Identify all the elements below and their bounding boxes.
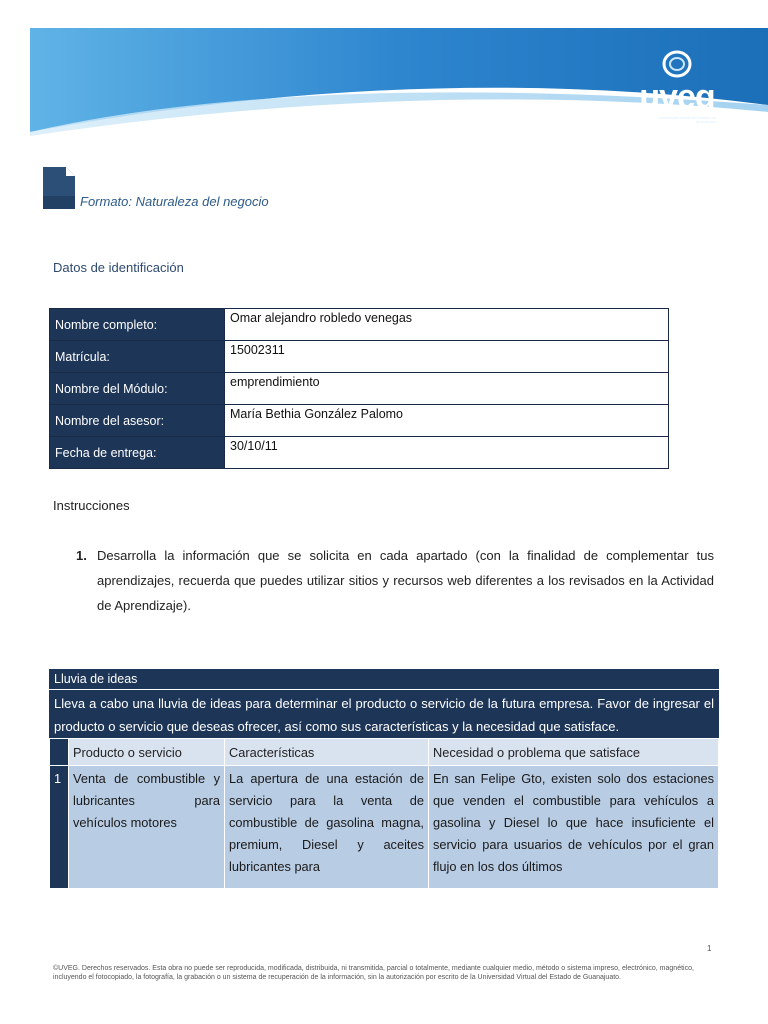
column-header-need: Necesidad o problema que satisface [429,739,719,766]
table-row [50,309,669,341]
brainstorm-table [49,738,719,889]
field-value[interactable]: 15002311 [225,341,669,373]
uveg-logo [632,48,722,128]
table-row [50,405,669,437]
copyright-footer: ©UVEG. Derechos reservados. Esta obra no puede ser reproducida, modificada, distribuida, ni transmitida, parcial o totalmente, mediante cualquier medio, método o sistema impreso, electrónico, magnético, incluyendo el fotocopiado, la fotografía, la grabación o un sistema de recuperación de la información, sin la autorización por escrito de la Universidad Virtual del Estado de Guanajuato. [53,965,694,981]
product-cell[interactable] [69,766,225,889]
column-header-number [50,739,69,766]
table-header-row [50,739,719,766]
instructions-title: Instrucciones [53,498,130,513]
row-number: 1 [50,766,69,889]
need-cell[interactable] [429,766,719,889]
field-label: Matrícula: [50,341,225,373]
column-header-product: Producto o servicio [69,739,225,766]
features-cell[interactable] [225,766,429,889]
field-label: Nombre del Módulo: [50,373,225,405]
logo-text: uveg [639,78,715,116]
table-row [50,437,669,469]
table-row [50,373,669,405]
field-value[interactable]: Omar alejandro robledo venegas [225,309,669,341]
product-text: Venta de combustible y lubricantes para vehículos motores [73,771,220,830]
features-text: La apertura de una estación de servicio para la venta de combustible de gasolina magna, premium, Diesel y aceites lubricantes para [229,771,424,874]
identification-table [49,308,669,469]
document-icon [42,166,76,210]
instruction-text: Desarrolla la información que se solicita en cada apartado (con la finalidad de complementar tus aprendizajes, recuerda que puedes utilizar sitios y recursos web diferentes a los revisados en la Actividad de Aprendizaje). [97,548,714,613]
instruction-item [76,543,714,618]
instruction-number: 1. [76,548,87,563]
identification-title: Datos de identificación [53,260,184,275]
field-value[interactable]: 30/10/11 [225,437,669,469]
page-number: 1 [707,944,712,953]
field-label: Nombre completo: [50,309,225,341]
table-row [50,766,719,889]
logo-subtitle: universidad virtual del estado de guanajuato [658,115,716,124]
table-row [50,341,669,373]
brainstorm-section [49,669,719,889]
field-value[interactable]: emprendimiento [225,373,669,405]
format-title: Formato: Naturaleza del negocio [80,194,269,209]
field-value[interactable]: María Bethia González Palomo [225,405,669,437]
column-header-features: Características [225,739,429,766]
need-text: En san Felipe Gto, existen solo dos estaciones que venden el combustible para vehículos a gasolina y Diesel lo que hace insuficiente el servicio para usuarios de vehículos por el gran flujo en los dos últimos [433,771,714,874]
field-label: Nombre del asesor: [50,405,225,437]
brainstorm-description: Lleva a cabo una lluvia de ideas para determinar el producto o servicio de la futura empresa. Favor de ingresar el producto o servicio que deseas ofrecer, así como sus características y la necesidad que satisface. [49,689,719,738]
brainstorm-title: Lluvia de ideas [49,669,719,689]
field-label: Fecha de entrega: [50,437,225,469]
